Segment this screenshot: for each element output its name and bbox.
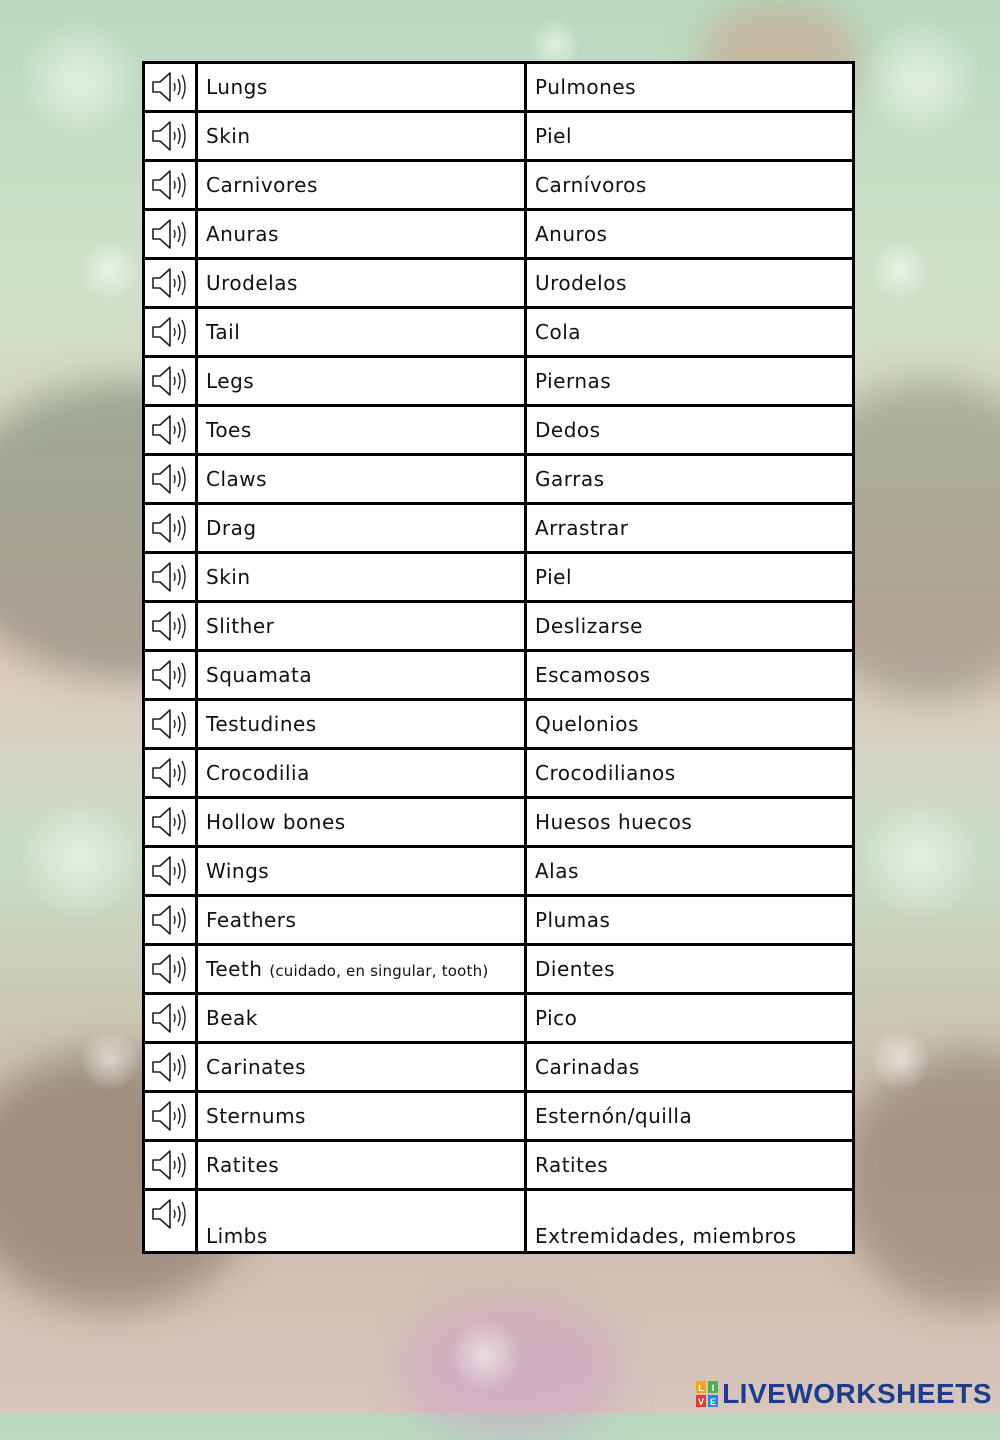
vocabulary-row [144, 553, 854, 602]
spanish-term [526, 602, 854, 651]
spanish-word: Quelonios [535, 712, 639, 736]
spanish-term [526, 504, 854, 553]
audio-cell[interactable] [144, 63, 197, 112]
spanish-term [526, 259, 854, 308]
speaker-icon[interactable] [150, 364, 190, 398]
spanish-word: Piernas [535, 369, 612, 393]
spanish-term [526, 455, 854, 504]
vocabulary-row [144, 357, 854, 406]
english-term [197, 406, 526, 455]
spanish-term [526, 1092, 854, 1141]
audio-cell[interactable] [144, 1092, 197, 1141]
spanish-word: Cola [535, 320, 582, 344]
spanish-term [526, 112, 854, 161]
english-term [197, 1043, 526, 1092]
english-word: Toes [206, 418, 252, 442]
speaker-icon[interactable] [150, 70, 190, 104]
svg-text:I: I [711, 1383, 715, 1393]
audio-cell[interactable] [144, 504, 197, 553]
speaker-icon[interactable] [150, 413, 190, 447]
liveworksheets-brand [696, 1378, 992, 1410]
english-term [197, 63, 526, 112]
audio-cell[interactable] [144, 406, 197, 455]
english-term [197, 1092, 526, 1141]
english-term [197, 896, 526, 945]
spanish-word: Piel [535, 124, 573, 148]
spanish-term [526, 700, 854, 749]
audio-cell[interactable] [144, 700, 197, 749]
english-term [197, 847, 526, 896]
english-term [197, 1190, 526, 1253]
audio-cell[interactable] [144, 210, 197, 259]
spanish-term [526, 210, 854, 259]
spanish-term [526, 798, 854, 847]
english-term [197, 602, 526, 651]
english-term [197, 210, 526, 259]
english-word: Anuras [206, 222, 279, 246]
spanish-word: Esternón/quilla [535, 1104, 693, 1128]
svg-text:V: V [698, 1397, 705, 1407]
speaker-icon[interactable] [150, 217, 190, 251]
speaker-icon[interactable] [150, 1099, 190, 1133]
spanish-word: Garras [535, 467, 605, 491]
vocabulary-row [144, 455, 854, 504]
speaker-icon[interactable] [150, 756, 190, 790]
audio-cell[interactable] [144, 259, 197, 308]
english-word: Legs [206, 369, 255, 393]
english-term [197, 700, 526, 749]
spanish-term [526, 1141, 854, 1190]
english-term [197, 749, 526, 798]
vocabulary-row [144, 896, 854, 945]
spanish-term [526, 1043, 854, 1092]
speaker-icon[interactable] [150, 119, 190, 153]
english-note: (cuidado, en singular, tooth) [269, 962, 489, 980]
spanish-word: Pulmones [535, 75, 637, 99]
english-word: Teeth [206, 957, 263, 981]
vocabulary-row [144, 700, 854, 749]
speaker-icon[interactable] [150, 315, 190, 349]
spanish-word: Pico [535, 1006, 578, 1030]
vocabulary-row [144, 749, 854, 798]
audio-cell[interactable] [144, 798, 197, 847]
spanish-word: Carinadas [535, 1055, 640, 1079]
speaker-icon[interactable] [150, 952, 190, 986]
vocabulary-row [144, 1043, 854, 1092]
english-word: Sternums [206, 1104, 306, 1128]
audio-cell[interactable] [144, 602, 197, 651]
spanish-word: Escamosos [535, 663, 651, 687]
spanish-term [526, 1190, 854, 1253]
spanish-word: Arrastrar [535, 516, 629, 540]
english-word: Claws [206, 467, 268, 491]
spanish-term [526, 161, 854, 210]
vocabulary-row [144, 651, 854, 700]
english-word: Skin [206, 124, 251, 148]
vocabulary-row [144, 945, 854, 994]
vocabulary-row [144, 602, 854, 651]
spanish-term [526, 357, 854, 406]
brand-name: LIVEWORKSHEETS [722, 1378, 992, 1409]
audio-cell[interactable] [144, 994, 197, 1043]
english-word: Slither [206, 614, 275, 638]
speaker-icon[interactable] [150, 1050, 190, 1084]
english-term [197, 504, 526, 553]
spanish-word: Plumas [535, 908, 611, 932]
speaker-icon[interactable] [150, 658, 190, 692]
svg-text:L: L [698, 1383, 704, 1393]
vocabulary-row [144, 994, 854, 1043]
english-word: Squamata [206, 663, 313, 687]
speaker-icon[interactable] [150, 805, 190, 839]
audio-cell[interactable] [144, 1190, 197, 1253]
english-term [197, 945, 526, 994]
english-word: Urodelas [206, 271, 298, 295]
spanish-term [526, 749, 854, 798]
english-term [197, 651, 526, 700]
vocabulary-row [144, 1092, 854, 1141]
liveworksheets-logo-icon [696, 1381, 718, 1407]
vocabulary-row [144, 847, 854, 896]
english-term [197, 259, 526, 308]
vocabulary-row [144, 161, 854, 210]
speaker-icon[interactable] [150, 1001, 190, 1035]
audio-cell[interactable] [144, 847, 197, 896]
spanish-word: Carnívoros [535, 173, 647, 197]
english-term [197, 357, 526, 406]
vocabulary-row [144, 63, 854, 112]
speaker-icon[interactable] [150, 1148, 190, 1182]
english-word: Ratites [206, 1153, 280, 1177]
vocabulary-row [144, 504, 854, 553]
english-word: Wings [206, 859, 270, 883]
vocabulary-row [144, 210, 854, 259]
english-word: Beak [206, 1006, 258, 1030]
spanish-word: Dedos [535, 418, 601, 442]
audio-cell[interactable] [144, 945, 197, 994]
english-word: Drag [206, 516, 257, 540]
vocabulary-row [144, 1141, 854, 1190]
audio-cell[interactable] [144, 161, 197, 210]
vocabulary-row [144, 112, 854, 161]
spanish-word: Huesos huecos [535, 810, 693, 834]
english-word: Tail [206, 320, 241, 344]
spanish-word: Ratites [535, 1153, 609, 1177]
spanish-term [526, 308, 854, 357]
spanish-term [526, 847, 854, 896]
speaker-icon[interactable] [150, 511, 190, 545]
vocabulary-table [142, 61, 855, 1254]
spanish-term [526, 406, 854, 455]
speaker-icon[interactable] [150, 707, 190, 741]
speaker-icon[interactable] [150, 903, 190, 937]
audio-cell[interactable] [144, 896, 197, 945]
english-term [197, 994, 526, 1043]
english-term [197, 161, 526, 210]
english-word: Feathers [206, 908, 297, 932]
audio-cell[interactable] [144, 308, 197, 357]
english-word: Carinates [206, 1055, 306, 1079]
audio-cell[interactable] [144, 553, 197, 602]
speaker-icon[interactable] [150, 462, 190, 496]
spanish-word: Crocodilianos [535, 761, 676, 785]
spanish-term [526, 896, 854, 945]
audio-cell[interactable] [144, 749, 197, 798]
english-term [197, 553, 526, 602]
vocabulary-row [144, 308, 854, 357]
spanish-term [526, 553, 854, 602]
vocabulary-row [144, 1190, 854, 1253]
english-term [197, 112, 526, 161]
audio-cell[interactable] [144, 1043, 197, 1092]
english-word: Carnivores [206, 173, 318, 197]
english-term [197, 308, 526, 357]
spanish-word: Deslizarse [535, 614, 643, 638]
spanish-word: Alas [535, 859, 579, 883]
english-word: Lungs [206, 75, 268, 99]
english-term [197, 1141, 526, 1190]
vocabulary-row [144, 259, 854, 308]
spanish-word: Urodelos [535, 271, 627, 295]
spanish-word: Piel [535, 565, 573, 589]
audio-cell[interactable] [144, 455, 197, 504]
vocabulary-row [144, 798, 854, 847]
spanish-word: Anuros [535, 222, 608, 246]
svg-text:E: E [710, 1397, 717, 1407]
english-word: Testudines [206, 712, 317, 736]
english-word: Skin [206, 565, 251, 589]
spanish-word: Dientes [535, 957, 616, 981]
english-word: Hollow bones [206, 810, 346, 834]
audio-cell[interactable] [144, 357, 197, 406]
spanish-term [526, 63, 854, 112]
spanish-word: Extremidades, miembros [535, 1224, 797, 1248]
speaker-icon[interactable] [150, 266, 190, 300]
english-word: Crocodilia [206, 761, 310, 785]
audio-cell[interactable] [144, 1141, 197, 1190]
spanish-term [526, 651, 854, 700]
audio-cell[interactable] [144, 112, 197, 161]
english-term [197, 455, 526, 504]
audio-cell[interactable] [144, 651, 197, 700]
spanish-term [526, 994, 854, 1043]
spanish-term [526, 945, 854, 994]
english-word: Limbs [206, 1224, 268, 1248]
vocabulary-row [144, 406, 854, 455]
english-term [197, 798, 526, 847]
speaker-icon[interactable] [150, 560, 190, 594]
speaker-icon[interactable] [150, 1197, 190, 1231]
speaker-icon[interactable] [150, 854, 190, 888]
speaker-icon[interactable] [150, 168, 190, 202]
speaker-icon[interactable] [150, 609, 190, 643]
